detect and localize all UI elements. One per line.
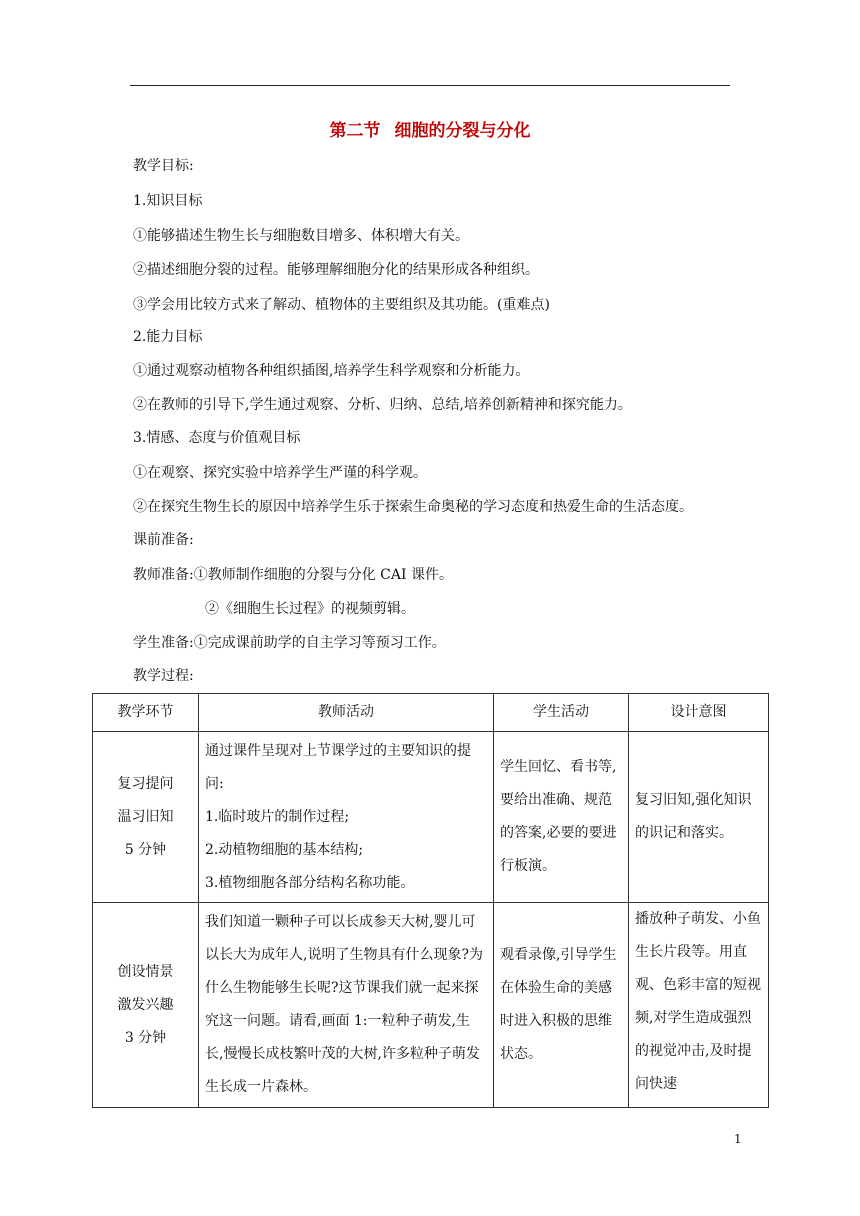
header-cell: 教师活动 xyxy=(199,694,494,732)
teacher-activity-line: 3.植物细胞各部分结构名称功能。 xyxy=(205,874,415,891)
stage-line: 3 分钟 xyxy=(124,1029,167,1046)
stage-cell xyxy=(93,732,199,903)
teacher-activity-cell xyxy=(199,732,494,903)
page-title xyxy=(0,116,860,141)
teacher-activity-line: 通过课件呈现对上节课学过的主要知识的提问: xyxy=(205,742,471,792)
goals-heading: 教学目标: xyxy=(133,158,194,174)
emotion-heading: 3.情感、态度与价值观目标 xyxy=(133,430,301,446)
knowledge-heading: 1.知识目标 xyxy=(133,193,203,209)
header-cell: 教学环节 xyxy=(93,694,199,732)
table-header-row xyxy=(93,694,769,732)
knowledge-goal-3: ③学会用比较方式来了解动、植物体的主要组织及其功能。(重难点) xyxy=(133,297,550,313)
table-row xyxy=(93,732,769,903)
stage-line: 温习旧知 xyxy=(117,808,174,825)
prep-heading: 课前准备: xyxy=(133,532,194,548)
header-cell: 设计意图 xyxy=(629,694,769,732)
section-name: 细胞的分裂与分化 xyxy=(394,121,531,141)
student-activity-cell: 观看录像,引导学生在体验生命的美感时进入积极的思维状态。 xyxy=(494,903,629,1108)
knowledge-goal-1: ①能够描述生物生长与细胞数目增多、体积增大有关。 xyxy=(133,228,469,244)
teacher-activity-line: 1.临时玻片的制作过程; xyxy=(205,808,350,825)
student-prep: 学生准备:①完成课前助学的自主学习等预习工作。 xyxy=(133,635,446,651)
teacher-prep-2: ②《细胞生长过程》的视频剪辑。 xyxy=(205,601,415,617)
design-intent-cell: 复习旧知,强化知识的识记和落实。 xyxy=(629,732,769,903)
knowledge-goal-2: ②描述细胞分裂的过程。能够理解细胞分化的结果形成各种组织。 xyxy=(133,262,539,278)
teacher-activity-line: 2.动植物细胞的基本结构; xyxy=(205,841,364,858)
design-intent-cell: 播放种子萌发、小鱼生长片段等。用直观、色彩丰富的短视频,对学生造成强烈的视觉冲击,及时提问快速 xyxy=(629,903,769,1108)
header-rule xyxy=(130,85,730,86)
ability-goal-2: ②在教师的引导下,学生通过观察、分析、归纳、总结,培养创新精神和探究能力。 xyxy=(133,397,632,413)
ability-goal-1: ①通过观察动植物各种组织插图,培养学生科学观察和分析能力。 xyxy=(133,363,530,379)
emotion-goal-2: ②在探究生物生长的原因中培养学生乐于探索生命奥秘的学习态度和热爱生命的生活态度。 xyxy=(133,499,693,515)
process-heading: 教学过程: xyxy=(133,668,194,684)
page-number: 1 xyxy=(734,1132,742,1146)
stage-line: 5 分钟 xyxy=(124,841,167,858)
section-label: 第二节 xyxy=(329,121,381,141)
ability-heading: 2.能力目标 xyxy=(133,329,203,345)
teacher-prep-1: 教师准备:①教师制作细胞的分裂与分化 CAI 课件。 xyxy=(133,567,453,583)
teacher-activity-cell: 我们知道一颗种子可以长成参天大树,婴儿可以长大为成年人,说明了生物具有什么现象?为什么生物能够生长呢?这节课我们就一起来探究这一问题。请看,画面 1:一粒种子萌发,生长,慢慢长成枝繁叶茂的大树,许多粒种子萌发生长成一片森林。 xyxy=(199,903,494,1108)
emotion-goal-1: ①在观察、探究实验中培养学生严谨的科学观。 xyxy=(133,465,427,481)
stage-line: 创设情景 xyxy=(117,963,174,980)
stage-line: 激发兴趣 xyxy=(117,996,174,1013)
table-row xyxy=(93,903,769,1108)
stage-line: 复习提问 xyxy=(117,775,174,792)
stage-cell xyxy=(93,903,199,1108)
student-activity-cell: 学生回忆、看书等,要给出准确、规范的答案,必要的要进行板演。 xyxy=(494,732,629,903)
header-cell: 学生活动 xyxy=(494,694,629,732)
teaching-process-table xyxy=(92,693,769,1108)
